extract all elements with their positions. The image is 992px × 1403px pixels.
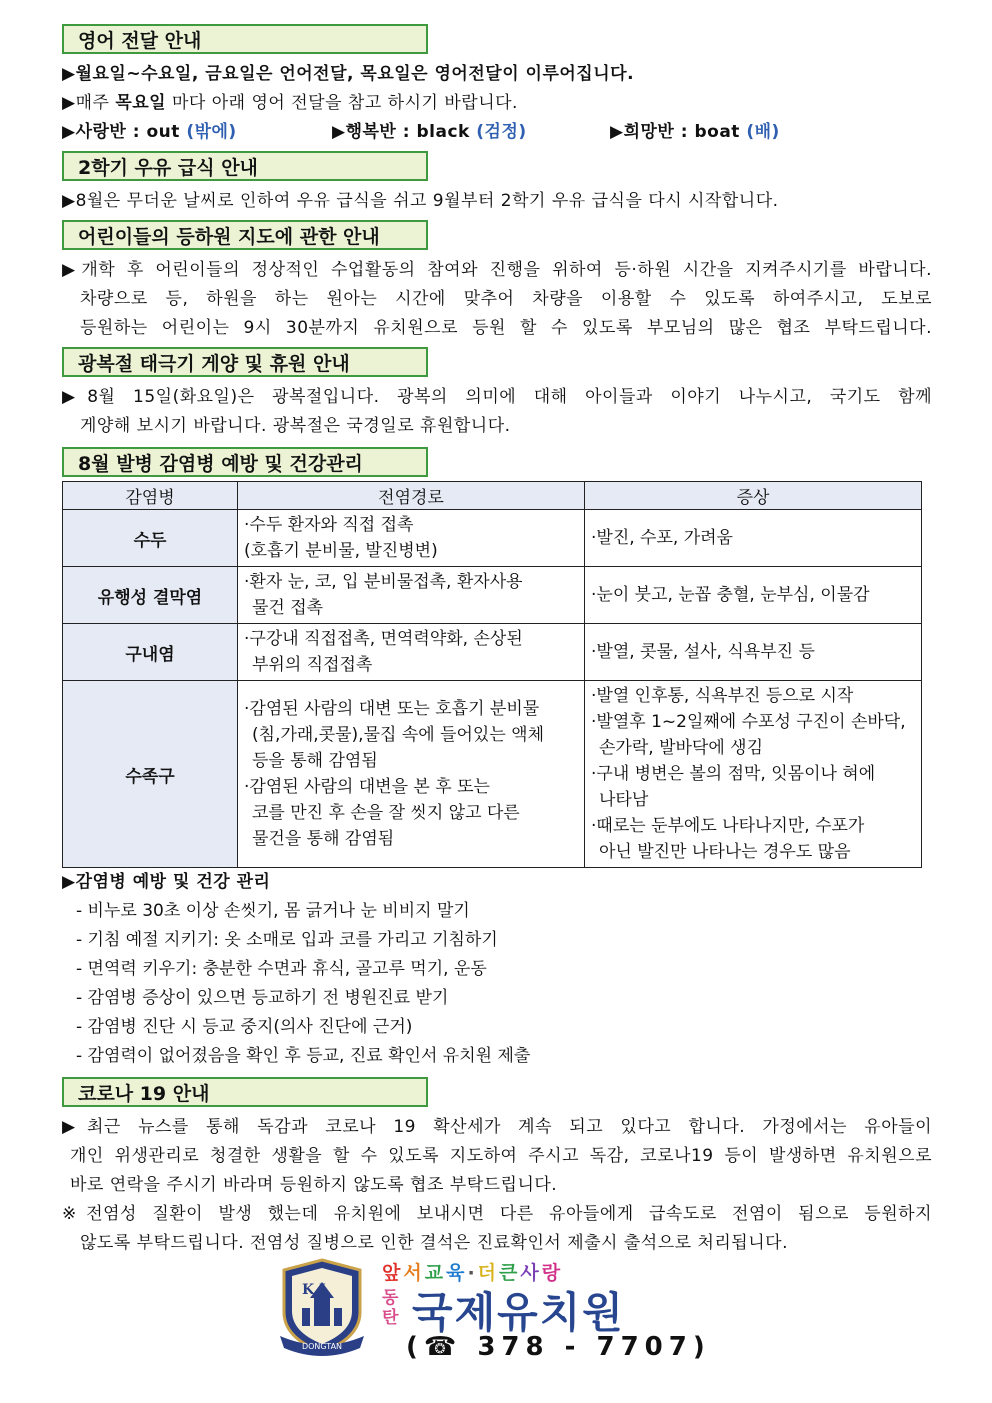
commute-section-title: 어린이들의 등하원 지도에 관한 안내: [62, 220, 428, 250]
disease-name: 수두: [63, 510, 238, 567]
prevention-item: - 기침 예절 지키기: 옷 소매로 입과 코를 가리고 기침하기: [76, 930, 498, 950]
english-line-2: ▶매주 목요일 마다 아래 영어 전달을 참고 하시기 바랍니다.: [62, 93, 518, 113]
disease-name: 유행성 결막염: [63, 567, 238, 624]
corona-note-2: 않도록 부탁드립니다. 전염성 질병으로 인한 결석은 진료확인서 제출시 출석으로 처리됩니다.: [80, 1233, 788, 1253]
english-classes: [62, 118, 932, 147]
school-name: 국제유치원: [412, 1288, 625, 1337]
commute-line-2: 차량으로 등, 하원을 하는 원아는 시간에 맞추어 차량을 이용할 수 있도록 하여주시고, 도보로: [80, 289, 932, 309]
slogan-char: 앞: [382, 1262, 404, 1284]
disease-route: ·구강내 직접접촉, 면역력약화, 손상된 부위의 직접접촉: [238, 624, 585, 681]
disease-symptom: ·발열 인후통, 식욕부진 등으로 시작 ·발열후 1~2일째에 수포성 구진이 손바닥, 손가락, 발바닥에 생김 ·구내 병변은 볼의 점막, 잇몸이나 혀에 나타남 ·때로는 둔부에도 나타나지만, 수포가 아닌 발진만 나타나는 경우도 많음: [585, 681, 922, 868]
prevention-item: - 감염력이 없어졌음을 확인 후 등교, 진료 확인서 유치원 제출: [76, 1046, 531, 1066]
table-row: [63, 510, 922, 567]
commute-line-1: ▶개학 후 어린이들의 정상적인 수업활동의 참여와 진행을 위하여 등·하원 시간을 지켜주시기를 바랍니다.: [62, 260, 932, 280]
prevention-title: ▶감염병 예방 및 건강 관리: [62, 872, 271, 892]
table-row: [63, 624, 922, 681]
disease-table: [62, 481, 922, 868]
table-row: [63, 681, 922, 868]
disease-section-title: 8월 발병 감염병 예방 및 건강관리: [62, 447, 428, 477]
english-section-title: 영어 전달 안내: [62, 24, 428, 54]
liberation-section-title: 광복절 태극기 게양 및 휴원 안내: [62, 347, 428, 377]
slogan-char: 랑: [541, 1262, 564, 1284]
disease-name: 구내염: [63, 624, 238, 681]
school-logo: [274, 1256, 370, 1356]
header-disease: 감염병: [63, 482, 238, 510]
prevention-item: - 감염병 증상이 있으면 등교하기 전 병원진료 받기: [76, 988, 449, 1008]
slogan-char: 사: [520, 1262, 542, 1284]
disease-route: ·감염된 사람의 대변 또는 호흡기 분비물 (침,가래,콧물),물집 속에 들어있는 액체 등을 통해 감염됨 ·감염된 사람의 대변을 본 후 또는 코를 만진 후 손을 잘 씻지 않고 다른 물건을 통해 감염됨: [238, 681, 585, 868]
corona-line-3: 바로 연락을 주시기 바라며 등원하지 않도록 협조 부탁드립니다.: [70, 1175, 558, 1195]
table-row: [63, 567, 922, 624]
prevention-item: - 비누로 30초 이상 손씻기, 몸 긁거나 눈 비비지 말기: [76, 901, 470, 921]
slogan-char: 더: [477, 1262, 500, 1284]
logo-banner: DONGTAN: [301, 1342, 343, 1351]
milk-section-title: 2학기 우유 급식 안내: [62, 151, 428, 181]
disease-name: 수족구: [63, 681, 238, 868]
liberation-line-1: ▶8월 15일(화요일)은 광복절입니다. 광복의 의미에 대해 아이들과 이야기 나누시고, 국기도 함께: [62, 387, 932, 407]
milk-line-1: ▶8월은 무더운 날씨로 인하여 우유 급식을 쉬고 9월부터 2학기 우유 급식을 다시 시작합니다.: [62, 191, 779, 211]
commute-line-3: 등원하는 어린이는 9시 30분까지 유치원으로 등원 할 수 있도록 부모님의 많은 협조 부탁드립니다.: [80, 318, 932, 338]
disease-table-header: [63, 482, 922, 510]
header-symptom: 증상: [585, 482, 922, 510]
school-phone: (☎ 378 - 7707): [406, 1332, 711, 1362]
prevention-item: - 면역력 키우기: 충분한 수면과 휴식, 골고루 먹기, 운동: [76, 959, 487, 979]
disease-symptom: ·발진, 수포, 가려움: [585, 510, 922, 567]
slogan-char: 육: [446, 1262, 468, 1284]
slogan-char: ·: [467, 1262, 478, 1284]
school-location: 동탄: [382, 1288, 399, 1328]
newsletter-page: [62, 24, 932, 1258]
prevention-item: - 감염병 진단 시 등교 중지(의사 진단에 근거): [76, 1017, 413, 1037]
slogan-char: 서: [403, 1262, 425, 1284]
corona-note-1: ※전염성 질환이 발생 했는데 유치원에 보내시면 다른 유아들에게 급속도로 전염이 됨으로 등원하지: [62, 1204, 932, 1224]
slogan-char: 큰: [499, 1262, 521, 1284]
corona-section-title: 코로나 19 안내: [62, 1077, 428, 1107]
logo-letters: K J: [302, 1282, 326, 1298]
corona-line-2: 개인 위생관리로 청결한 생활을 할 수 있도록 지도하여 주시고 독감, 코로나19 등이 발생하면 유치원으로: [70, 1146, 932, 1166]
school-footer: [274, 1256, 724, 1366]
class-huimang: ▶희망반 : boat (배): [610, 122, 780, 142]
liberation-line-2: 게양해 보시기 바랍니다. 광복절은 국경일로 휴원합니다.: [80, 416, 511, 436]
disease-route: ·환자 눈, 코, 입 분비물접촉, 환자사용 물건 접촉: [238, 567, 585, 624]
corona-line-1: ▶최근 뉴스를 통해 독감과 코로나 19 확산세가 계속 되고 있다고 합니다. 가정에서는 유아들이: [62, 1117, 932, 1137]
class-haengbok: ▶행복반 : black (검정): [332, 122, 527, 142]
disease-symptom: ·눈이 붓고, 눈꼽 충혈, 눈부심, 이물감: [585, 567, 922, 624]
class-sarang: ▶사랑반 : out (밖에): [62, 122, 237, 142]
header-route: 전염경로: [238, 482, 585, 510]
disease-route: ·수두 환자와 직접 접촉 (호흡기 분비물, 발진병변): [238, 510, 585, 567]
english-line-1: ▶월요일~수요일, 금요일은 언어전달, 목요일은 영어전달이 이루어집니다.: [62, 64, 635, 84]
disease-symptom: ·발열, 콧물, 설사, 식욕부진 등: [585, 624, 922, 681]
slogan-char: 교: [424, 1262, 447, 1284]
